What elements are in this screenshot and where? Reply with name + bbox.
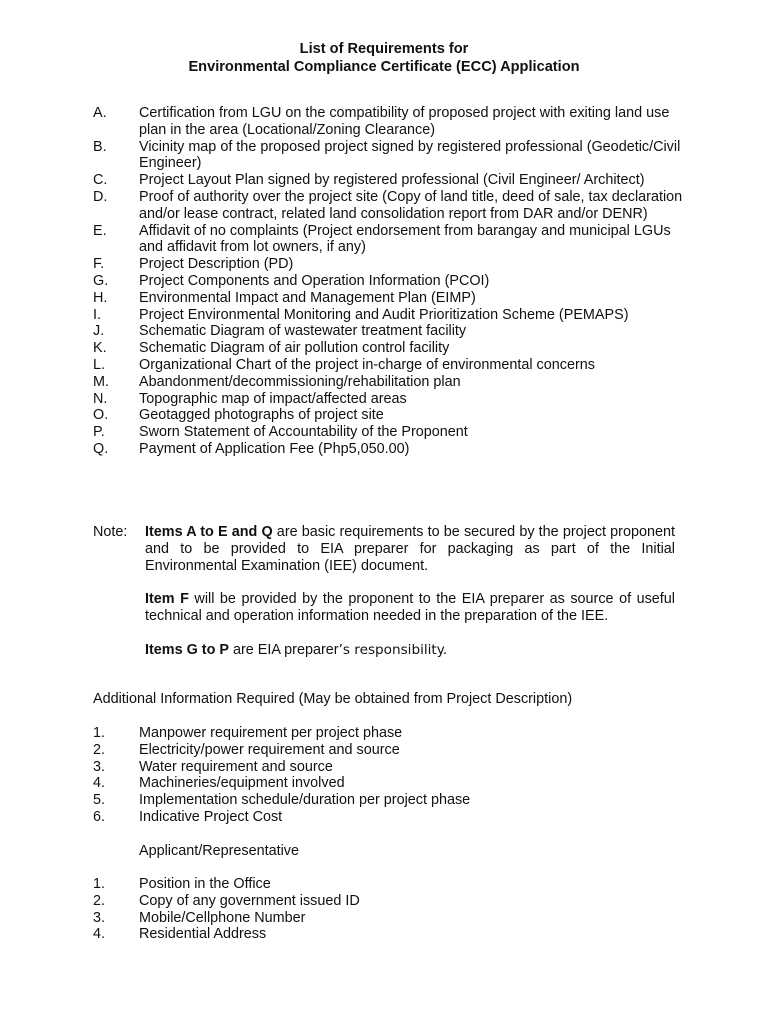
note-text-tail: ’s responsibility. [338,641,448,658]
item-marker: 1. [93,876,106,892]
item-text: Project Environmental Monitoring and Audit Prioritization Scheme (PEMAPS) [139,306,629,323]
item-marker: 3. [93,758,106,775]
item-text: Certification from LGU on the compatibility of proposed project with exiting land use plan in the area (Locational/Zoning Clearance) [139,105,670,138]
document-title-line1: List of Requirements for [299,41,469,57]
item-text: Sworn Statement of Accountability of the Proponent [139,424,468,441]
additional-info-list [93,725,693,826]
list-item [93,223,693,257]
item-marker: L. [93,356,106,373]
list-item [93,775,693,792]
item-text: Copy of any government issued ID [139,892,360,909]
note-emphasis: Items A to E and Q [145,524,273,540]
item-text: Schematic Diagram of wastewater treatment facility [139,323,467,340]
item-marker: D. [93,188,108,205]
item-text: Geotagged photographs of project site [139,407,384,424]
item-marker: 3. [93,909,106,926]
item-text: Implementation schedule/duration per project phase [139,792,471,809]
item-marker: E. [93,222,107,239]
item-marker: F. [93,256,105,273]
item-text: Project Layout Plan signed by registered professional (Civil Engineer/ Architect) [139,172,645,189]
list-item [93,172,693,189]
note-paragraph [145,591,675,625]
item-text: Schematic Diagram of air pollution control facility [139,340,450,357]
item-marker: H. [93,289,108,306]
item-text: Manpower requirement per project phase [139,725,403,741]
item-text: Topographic map of impact/affected areas [139,390,407,407]
list-item [93,742,693,759]
note-paragraph [145,642,675,659]
item-marker: M. [93,373,109,390]
note-text: are basic requirements to be secured by the project proponent and to be provided to EIA preparer for packaging as part of the Initial Environmental Examination (IEE) document. [145,524,675,574]
item-text: Water requirement and source [139,758,333,775]
note-paragraph [145,524,675,574]
list-item [93,273,693,290]
item-marker: 1. [93,725,106,741]
list-item [93,323,693,340]
item-text: Organizational Chart of the project in-charge of environmental concerns [139,356,595,373]
list-item [93,391,693,408]
item-marker: P. [93,424,105,441]
list-item [93,307,693,324]
item-marker: C. [93,172,108,189]
item-text: Proof of authority over the project site (Copy of land title, deed of sale, tax declaration and/or lease contract, related land consolidation report from DAR and/or DENR) [139,188,683,222]
applicant-heading: Applicant/Representative [139,843,299,859]
list-item [93,893,693,910]
item-marker: K. [93,340,107,357]
list-item [93,189,693,223]
list-item [93,290,693,307]
item-text: Vicinity map of the proposed project signed by registered professional (Geodetic/Civil Engineer) [139,138,681,172]
list-item [93,357,693,374]
note-emphasis: Items G to P [145,641,229,658]
item-marker: N. [93,390,108,407]
item-text: Abandonment/decommissioning/rehabilitation plan [139,373,461,390]
item-marker: G. [93,272,109,289]
list-item [93,926,693,943]
list-item [93,256,693,273]
item-marker: 5. [93,792,106,809]
list-item [93,340,693,357]
requirements-list [93,105,693,458]
list-item [93,407,693,424]
item-text: Indicative Project Cost [139,808,283,825]
item-text: Payment of Application Fee (Php5,050.00) [139,440,410,457]
item-marker: J. [93,323,105,340]
item-text: Electricity/power requirement and source [139,741,400,758]
item-text: Machineries/equipment involved [139,775,345,792]
item-marker: I. [93,306,101,323]
note-emphasis: Item F [145,591,189,608]
item-marker: 4. [93,775,106,792]
list-item [93,792,693,809]
item-marker: O. [93,407,109,424]
list-item [93,759,693,776]
list-item [93,725,693,742]
note-section [93,524,675,659]
item-text: Project Components and Operation Information (PCOI) [139,272,490,289]
list-item [93,105,693,139]
note-text: will be provided by the proponent to the EIA preparer as source of useful technical and operation information needed in the preparation of the IEE. [145,591,675,625]
applicant-list [93,876,693,943]
note-text: are EIA preparer [228,641,339,658]
list-item [93,876,693,893]
note-label: Note: [93,524,128,540]
list-item [93,374,693,391]
item-text: Position in the Office [139,876,271,892]
list-item [93,441,693,458]
additional-info-heading: Additional Information Required (May be obtained from Project Description) [93,691,573,707]
list-item [93,910,693,927]
list-item [93,809,693,826]
item-text: Residential Address [139,926,267,943]
item-marker: B. [93,138,107,155]
item-marker: 2. [93,741,106,758]
item-text: Affidavit of no complaints (Project endorsement from barangay and municipal LGUs and affidavit from lot owners, if any) [139,222,671,256]
item-text: Environmental Impact and Management Plan (EIMP) [139,289,476,306]
list-item [93,139,693,173]
item-text: Project Description (PD) [139,256,294,273]
document-title-line2: Environmental Compliance Certificate (ECC) Application [188,59,580,75]
item-text: Mobile/Cellphone Number [139,909,306,926]
item-marker: 4. [93,926,106,943]
item-marker: A. [93,105,107,121]
item-marker: Q. [93,440,109,457]
item-marker: 2. [93,892,106,909]
item-marker: 6. [93,808,106,825]
list-item [93,424,693,441]
